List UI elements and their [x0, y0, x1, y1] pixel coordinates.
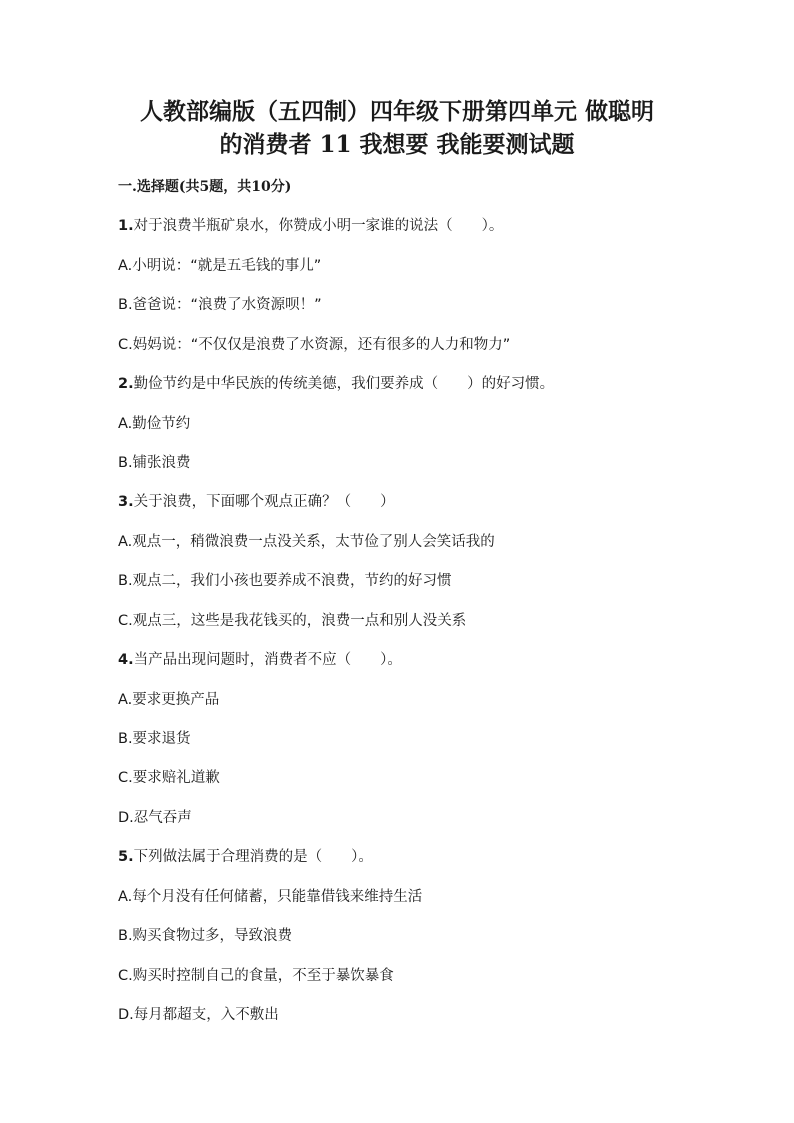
question-text: 勤俭节约是中华民族的传统美德，我们要养成（ ）的好习惯。	[133, 376, 555, 392]
question-text: 对于浪费半瓶矿泉水，你赞成小明一家谁的说法（ ）。	[133, 218, 504, 234]
question-number: 2.	[118, 376, 134, 392]
option-4b: B.要求退货	[118, 731, 191, 747]
question-2	[118, 374, 554, 394]
section-heading: 一.选择题(共5题，共10分)	[118, 179, 292, 195]
question-number: 4.	[118, 652, 134, 668]
option-3c: C.观点三，这些是我花钱买的，浪费一点和别人没关系	[118, 613, 467, 629]
question-number: 5.	[118, 849, 134, 865]
option-4a: A.要求更换产品	[118, 692, 220, 708]
option-5c: C.购买时控制自己的食量，不至于暴饮暴食	[118, 968, 394, 984]
page-title-line-1: 人教部编版（五四制）四年级下册第四单元 做聪明	[139, 98, 654, 125]
option-4c: C.要求赔礼道歉	[118, 770, 220, 786]
option-2b: B.铺张浪费	[118, 455, 191, 471]
option-1c: C.妈妈说：“不仅仅是浪费了水资源，还有很多的人力和物力”	[118, 337, 511, 353]
question-4	[118, 650, 402, 670]
question-number: 3.	[118, 494, 134, 510]
option-5a: A.每个月没有任何储蓄，只能靠借钱来维持生活	[118, 889, 423, 905]
question-5	[118, 847, 373, 867]
question-1	[118, 216, 503, 236]
option-5d: D.每月都超支，入不敷出	[118, 1007, 279, 1023]
option-2a: A.勤俭节约	[118, 416, 191, 432]
question-text: 关于浪费，下面哪个观点正确？（ ）	[133, 494, 395, 510]
option-1b: B.爸爸说：“浪费了水资源呗！”	[118, 297, 322, 313]
option-3a: A.观点一，稍微浪费一点没关系，太节俭了别人会笑话我的	[118, 534, 495, 550]
question-text: 当产品出现问题时，消费者不应（ ）。	[133, 652, 402, 668]
option-3b: B.观点二，我们小孩也要养成不浪费，节约的好习惯	[118, 573, 452, 589]
question-text: 下列做法属于合理消费的是（ ）。	[133, 849, 373, 865]
option-4d: D.忍气吞声	[118, 810, 192, 826]
page-title-line-2: 的消费者 11 我想要 我能要测试题	[219, 131, 575, 158]
question-3	[118, 492, 395, 512]
option-1a: A.小明说：“就是五毛钱的事儿”	[118, 258, 322, 274]
question-number: 1.	[118, 218, 134, 234]
option-5b: B.购买食物过多，导致浪费	[118, 928, 293, 944]
